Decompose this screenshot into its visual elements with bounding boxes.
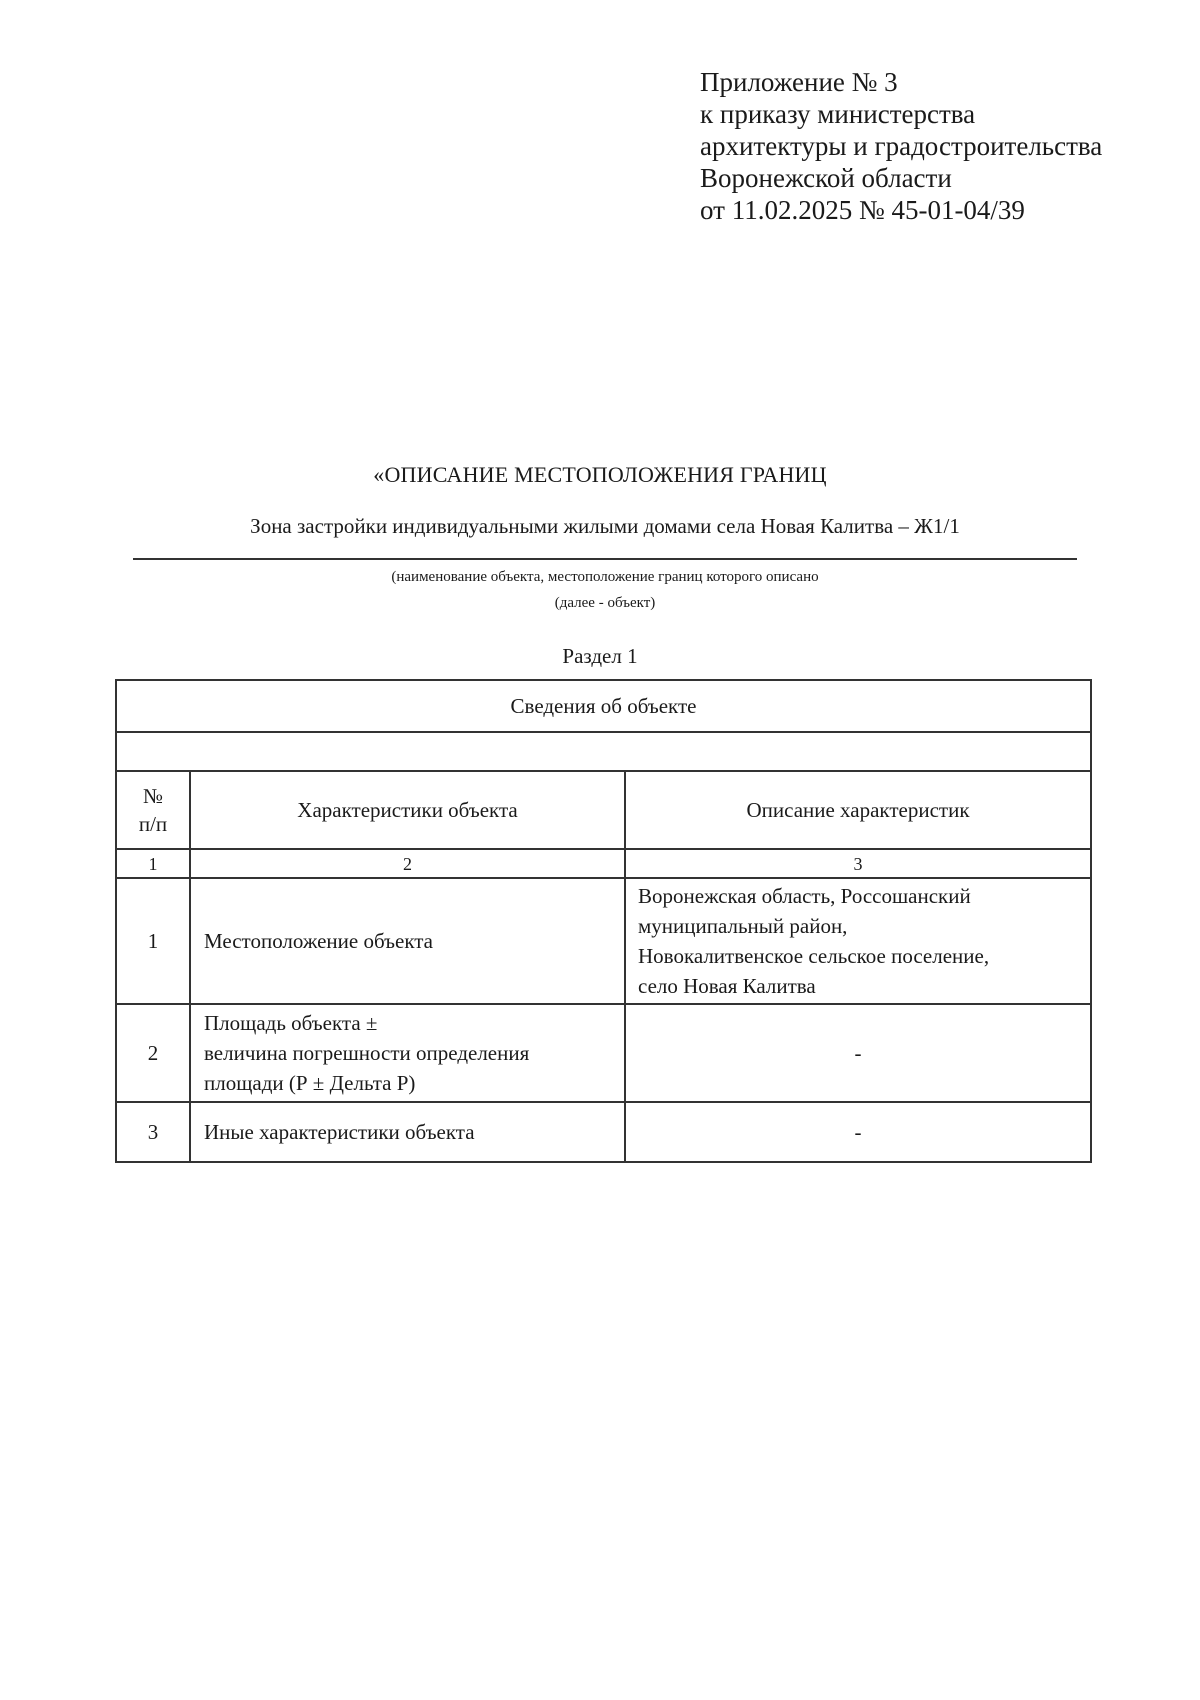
appendix-line: Воронежской области	[700, 163, 952, 193]
table-row	[116, 1004, 1091, 1102]
row-characteristic	[190, 1102, 625, 1162]
appendix-line: Приложение № 3	[700, 67, 898, 97]
header-description: Описание характеристик	[625, 771, 1091, 849]
header-num-line: №	[142, 784, 164, 808]
characteristic-line: Площадь объекта ±	[204, 1011, 378, 1035]
object-info-table	[115, 679, 1092, 1163]
header-num-line: п/п	[138, 812, 168, 836]
description-line: -	[854, 1119, 862, 1144]
object-name: Зона застройки индивидуальными жилыми домами села Новая Калитва – Ж1/1	[250, 514, 960, 538]
row-description	[625, 1102, 1091, 1162]
table-caption: Сведения об объекте	[116, 680, 1091, 732]
document-title: «ОПИСАНИЕ МЕСТОПОЛОЖЕНИЯ ГРАНИЦ	[373, 462, 827, 487]
row-description	[625, 1004, 1091, 1102]
object-name-underline	[133, 558, 1077, 560]
description-line: село Новая Калитва	[638, 974, 816, 998]
row-description	[625, 878, 1091, 1004]
header-characteristics: Характеристики объекта	[190, 771, 625, 849]
characteristic-line: Местоположение объекта	[204, 929, 434, 953]
row-number: 1	[116, 878, 190, 1004]
object-name-caption	[133, 564, 1077, 616]
table-empty-row	[116, 732, 1091, 771]
row-characteristic	[190, 878, 625, 1004]
description-line: Воронежская область, Россошанский	[638, 884, 971, 908]
column-index: 2	[190, 849, 625, 878]
appendix-line: от 11.02.2025 № 45-01-04/39	[700, 195, 1025, 225]
table-row	[116, 878, 1091, 1004]
row-characteristic	[190, 1004, 625, 1102]
column-index: 3	[625, 849, 1091, 878]
characteristic-line: Иные характеристики объекта	[204, 1120, 475, 1144]
description-line: -	[854, 1040, 862, 1065]
section-label: Раздел 1	[562, 644, 638, 668]
column-index: 1	[116, 849, 190, 878]
row-number: 3	[116, 1102, 190, 1162]
appendix-line: архитектуры и градостроительства	[700, 131, 1103, 161]
description-line: муниципальный район,	[638, 914, 848, 938]
appendix-block	[700, 66, 1102, 226]
caption-line: (наименование объекта, местоположение границ которого описано	[391, 569, 819, 585]
characteristic-line: величина погрешности определения	[204, 1041, 530, 1065]
row-number: 2	[116, 1004, 190, 1102]
caption-line: (далее - объект)	[554, 595, 656, 611]
appendix-line: к приказу министерства	[700, 99, 976, 129]
header-num	[116, 771, 190, 849]
table-row	[116, 1102, 1091, 1162]
description-line: Новокалитвенское сельское поселение,	[638, 944, 990, 968]
characteristic-line: площади (Р ± Дельта Р)	[204, 1071, 416, 1095]
